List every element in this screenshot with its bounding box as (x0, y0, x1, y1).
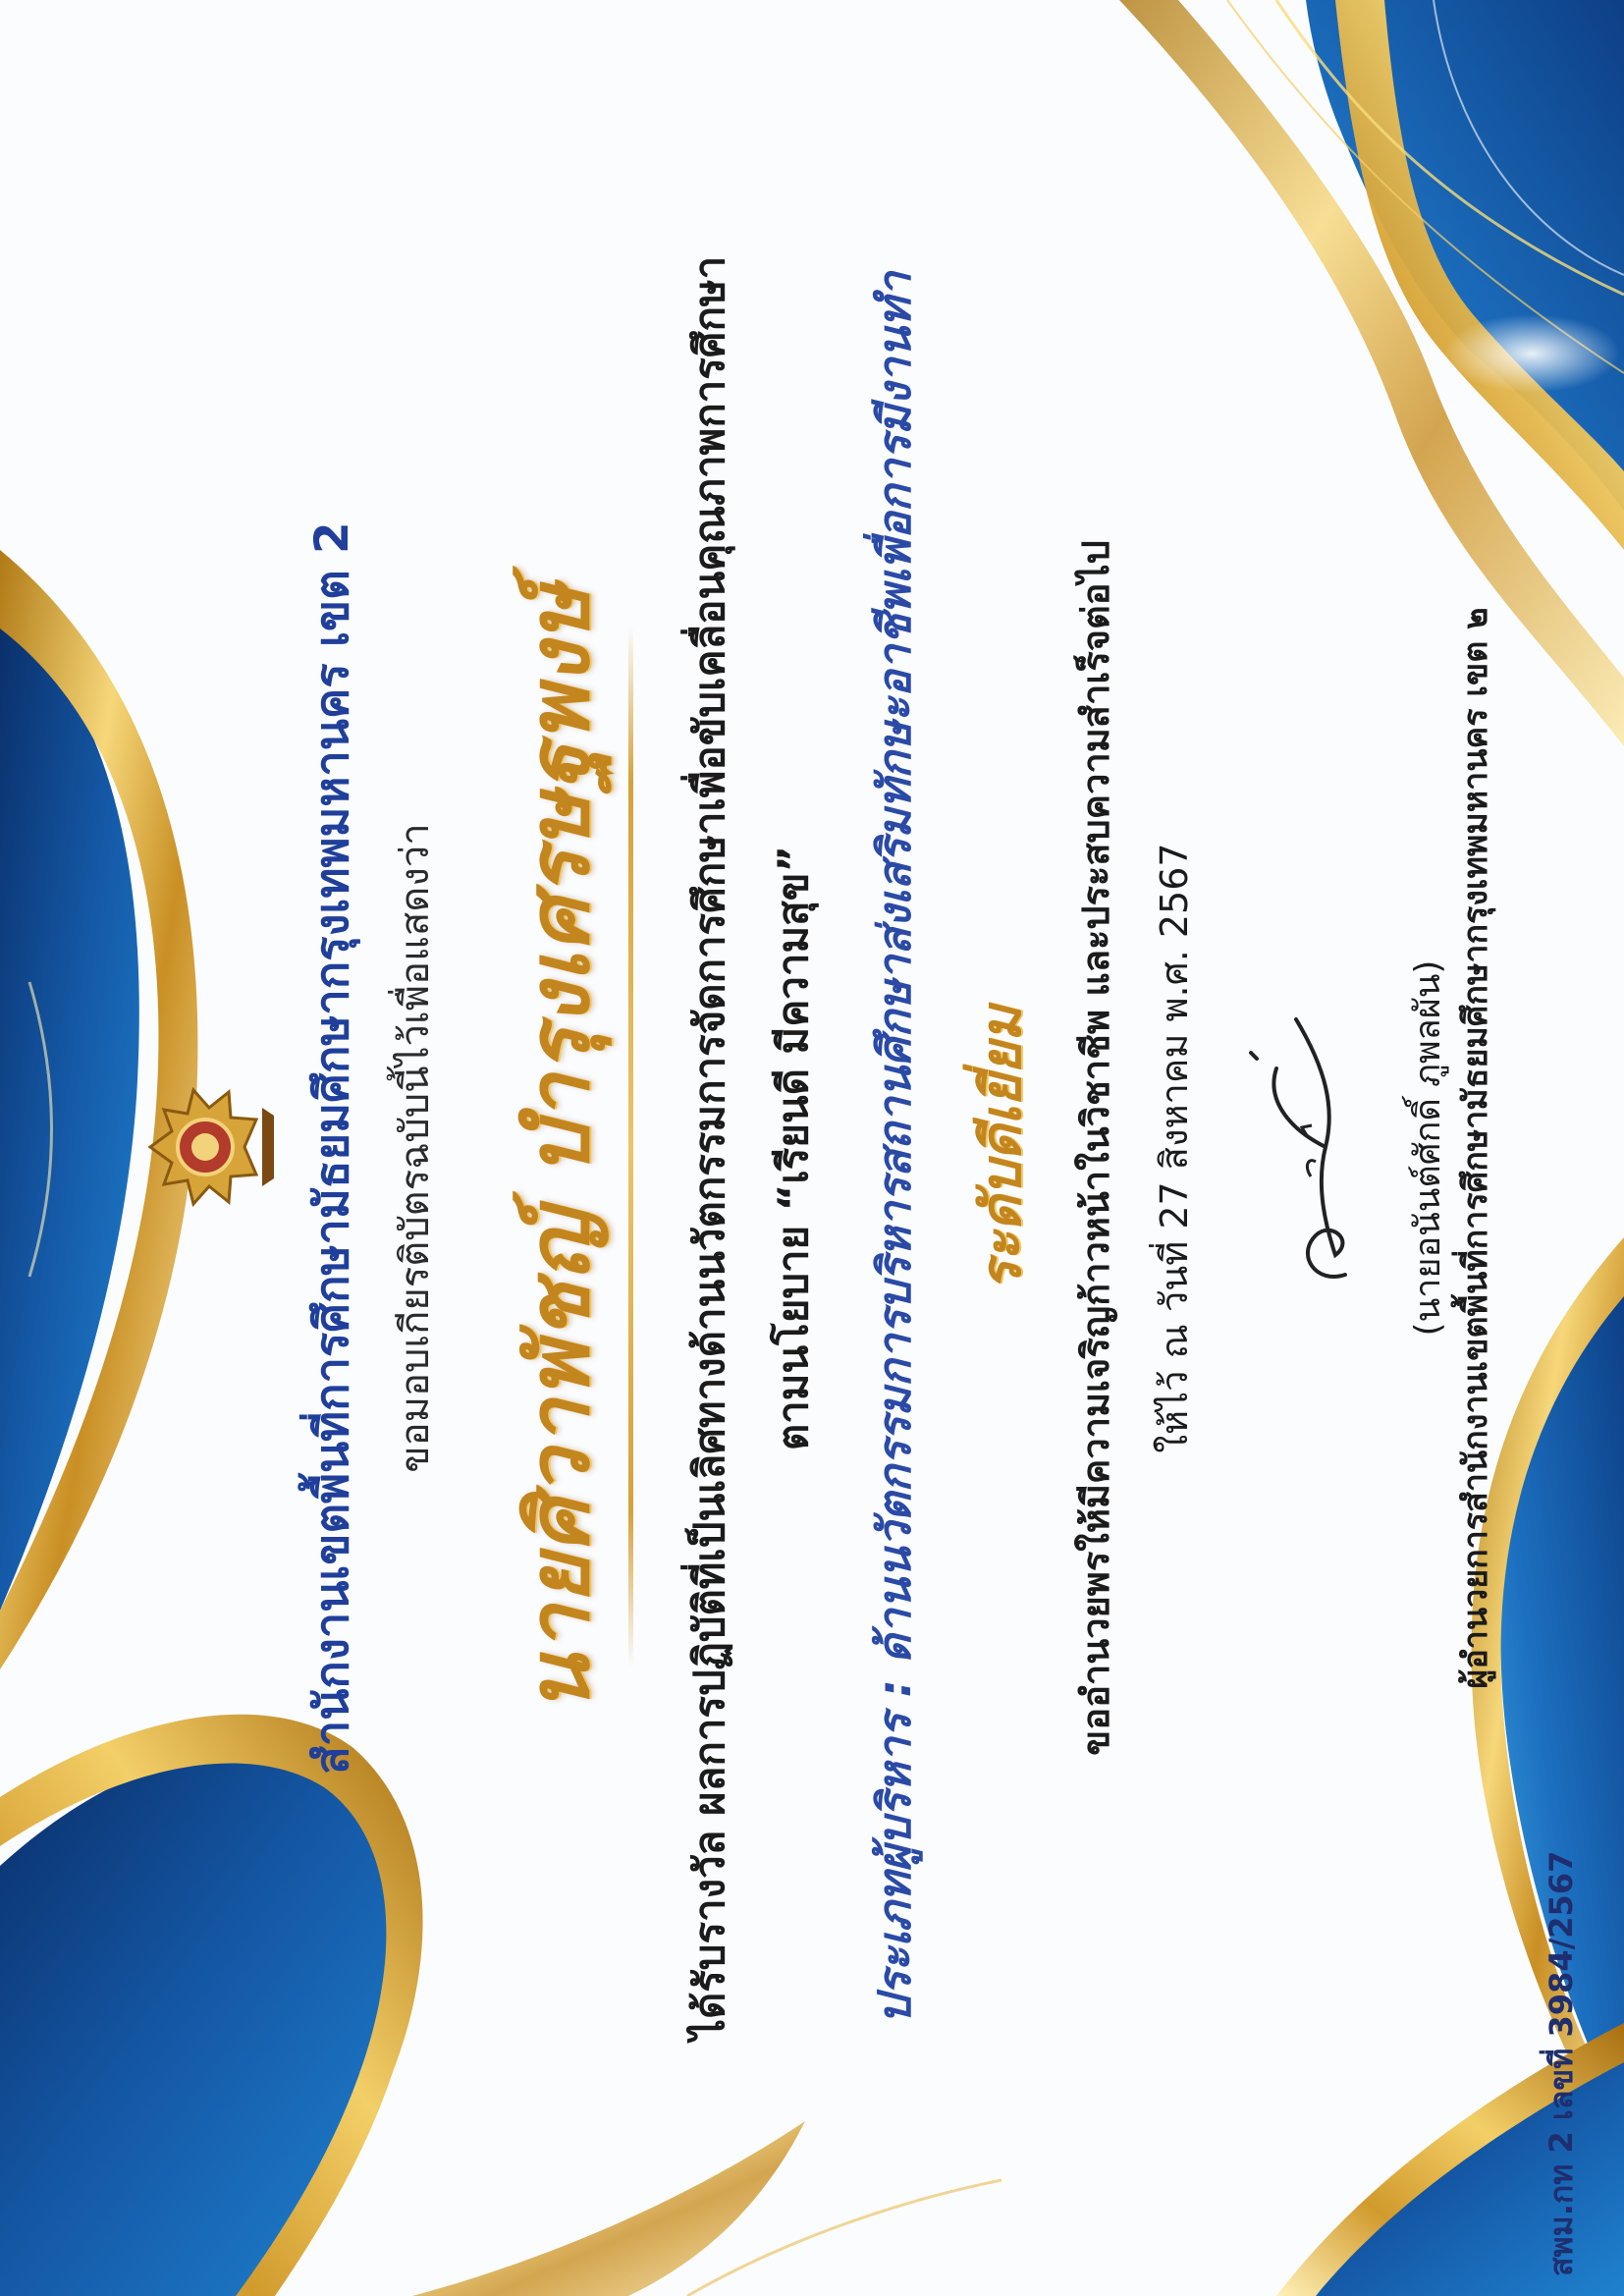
issue-date: ให้ไว้ ณ วันที่ 27 สิงหาคม พ.ศ. 2567 (1153, 843, 1196, 1453)
signature (1218, 980, 1394, 1294)
name-underline (628, 627, 633, 1667)
award-line-1: ได้รับรางวัล ผลการปฏิบัติที่เป็นเลิศทางด้านนวัตกรรมการจัดการศึกษาเพื่อขับเคลื่อนคุณภาพการศึกษา (685, 255, 733, 2041)
award-level: ระดับดีเยี่ยม (970, 1005, 1034, 1291)
award-line-2: ตามนโยบาย “เรียนดี มีความสุข” (769, 845, 817, 1451)
office-emblem-icon (142, 1068, 290, 1226)
document-number: สพม.กท 2 เลขที่ 3984/2567 (1543, 1850, 1580, 2276)
blessing-text: ขออำนวยพรให้มีความเจริญก้าวหน้าในวิชาชีพ และประสบความสำเร็จต่อไป (1074, 540, 1117, 1756)
intro-text: ขอมอบเกียรติบัตรฉบับนี้ไว้เพื่อแสดงว่า (393, 823, 438, 1473)
org-title: สำนักงานเขตพื้นที่การศึกษามัธยมศึกษากรุงเทพมหานคร เขต 2 (305, 521, 359, 1775)
signatory-title: ผู้อำนวยการสำนักงานเขตพื้นที่การศึกษามัธยมศึกษากรุงเทพมหานคร เขต ๒ (1456, 607, 1495, 1689)
signatory-name: (นายอนันต์ศักดิ์ ภูพลผัน) (1408, 959, 1448, 1337)
award-category: ประเภทผู้บริหาร : ด้านนวัตกรรมการบริหารสถานศึกษาส่งเสริมทักษะอาชีพเพื่อการมีงานทำ (868, 271, 921, 2025)
recipient-name: นายศิวาพัชญ์ บำรุงเศรษฐพงษ์ (511, 583, 609, 1713)
